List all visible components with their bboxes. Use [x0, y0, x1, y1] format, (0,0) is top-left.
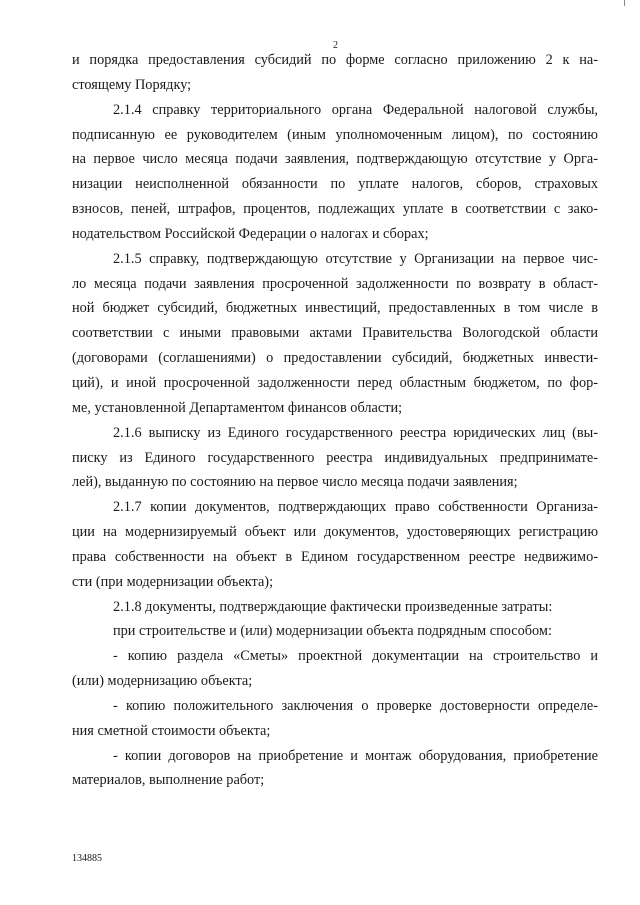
- text-line: 2.1.7 копии документов, подтверждающих право собственности Организа-: [113, 499, 598, 516]
- text-line: материалов, выполнение работ;: [72, 772, 265, 789]
- text-line: ции на модернизируемый объект или документов, удостоверяющих регистрацию: [72, 524, 598, 541]
- text-line: ций), и иной просроченной задолженности перед областным бюджетом, по фор-: [72, 374, 598, 391]
- text-line: взносов, пеней, штрафов, процентов, подлежащих уплате в соответствии с зако-: [72, 201, 598, 218]
- text-line: лей), выданную по состоянию на первое число месяца подачи заявления;: [72, 474, 518, 491]
- text-line: и порядка предоставления субсидий по форме согласно приложению 2 к на-: [72, 52, 598, 68]
- text-line: - копию раздела «Сметы» проектной документации на строительство и: [113, 648, 598, 665]
- text-line: писку из Единого государственного реестра индивидуальных предпринимате-: [72, 449, 598, 466]
- text-line: ния сметной стоимости объекта;: [72, 722, 271, 739]
- text-line: ме, установленной Департаментом финансов области;: [72, 399, 403, 416]
- text-line: соответствии с иными правовыми актами Правительства Вологодской области: [72, 325, 598, 342]
- text-line: (договорами (соглашениями) о предоставлении субсидий, бюджетных инвести-: [72, 350, 598, 367]
- document-code: 134885: [72, 853, 102, 864]
- corner-mark: [624, 0, 625, 6]
- text-line: на первое число месяца подачи заявления, подтверждающую отсутствие у Орга-: [72, 151, 598, 168]
- text-line: ло месяца подачи заявления просроченной задолженности по возврату в област-: [72, 275, 598, 292]
- text-line: нодательством Российской Федерации о налогах и сборах;: [72, 225, 429, 242]
- text-line: подписанную ее руководителем (иным уполномоченным лицом), по состоянию: [72, 126, 598, 143]
- document-body: [72, 48, 598, 793]
- text-line: сти (при модернизации объекта);: [72, 573, 274, 590]
- text-line: 2.1.5 справку, подтверждающую отсутствие у Организации на первое чис-: [113, 250, 598, 267]
- text-line: 2.1.8 документы, подтверждающие фактически произведенные затраты:: [113, 598, 553, 615]
- text-line: ной бюджет субсидий, бюджетных инвестиций, предоставленных в том числе в: [72, 300, 598, 317]
- text-line: права собственности на объект в Едином государственном реестре недвижимо-: [72, 548, 598, 565]
- text-line: (или) модернизацию объекта;: [72, 673, 253, 690]
- text-line: - копии договоров на приобретение и монтаж оборудования, приобретение: [113, 747, 598, 764]
- text-line: стоящему Порядку;: [72, 76, 192, 93]
- text-line: - копию положительного заключения о проверке достоверности определе-: [113, 697, 598, 714]
- text-line: 2.1.4 справку территориального органа Федеральной налоговой службы,: [113, 101, 598, 118]
- text-line: 2.1.6 выписку из Единого государственного реестра юридических лиц (вы-: [113, 424, 598, 441]
- text-line: низации неисполненной обязанности по уплате налогов, сборов, страховых: [72, 176, 598, 193]
- page-number: 2: [333, 40, 338, 51]
- text-line: при строительстве и (или) модернизации объекта подрядным способом:: [113, 623, 552, 640]
